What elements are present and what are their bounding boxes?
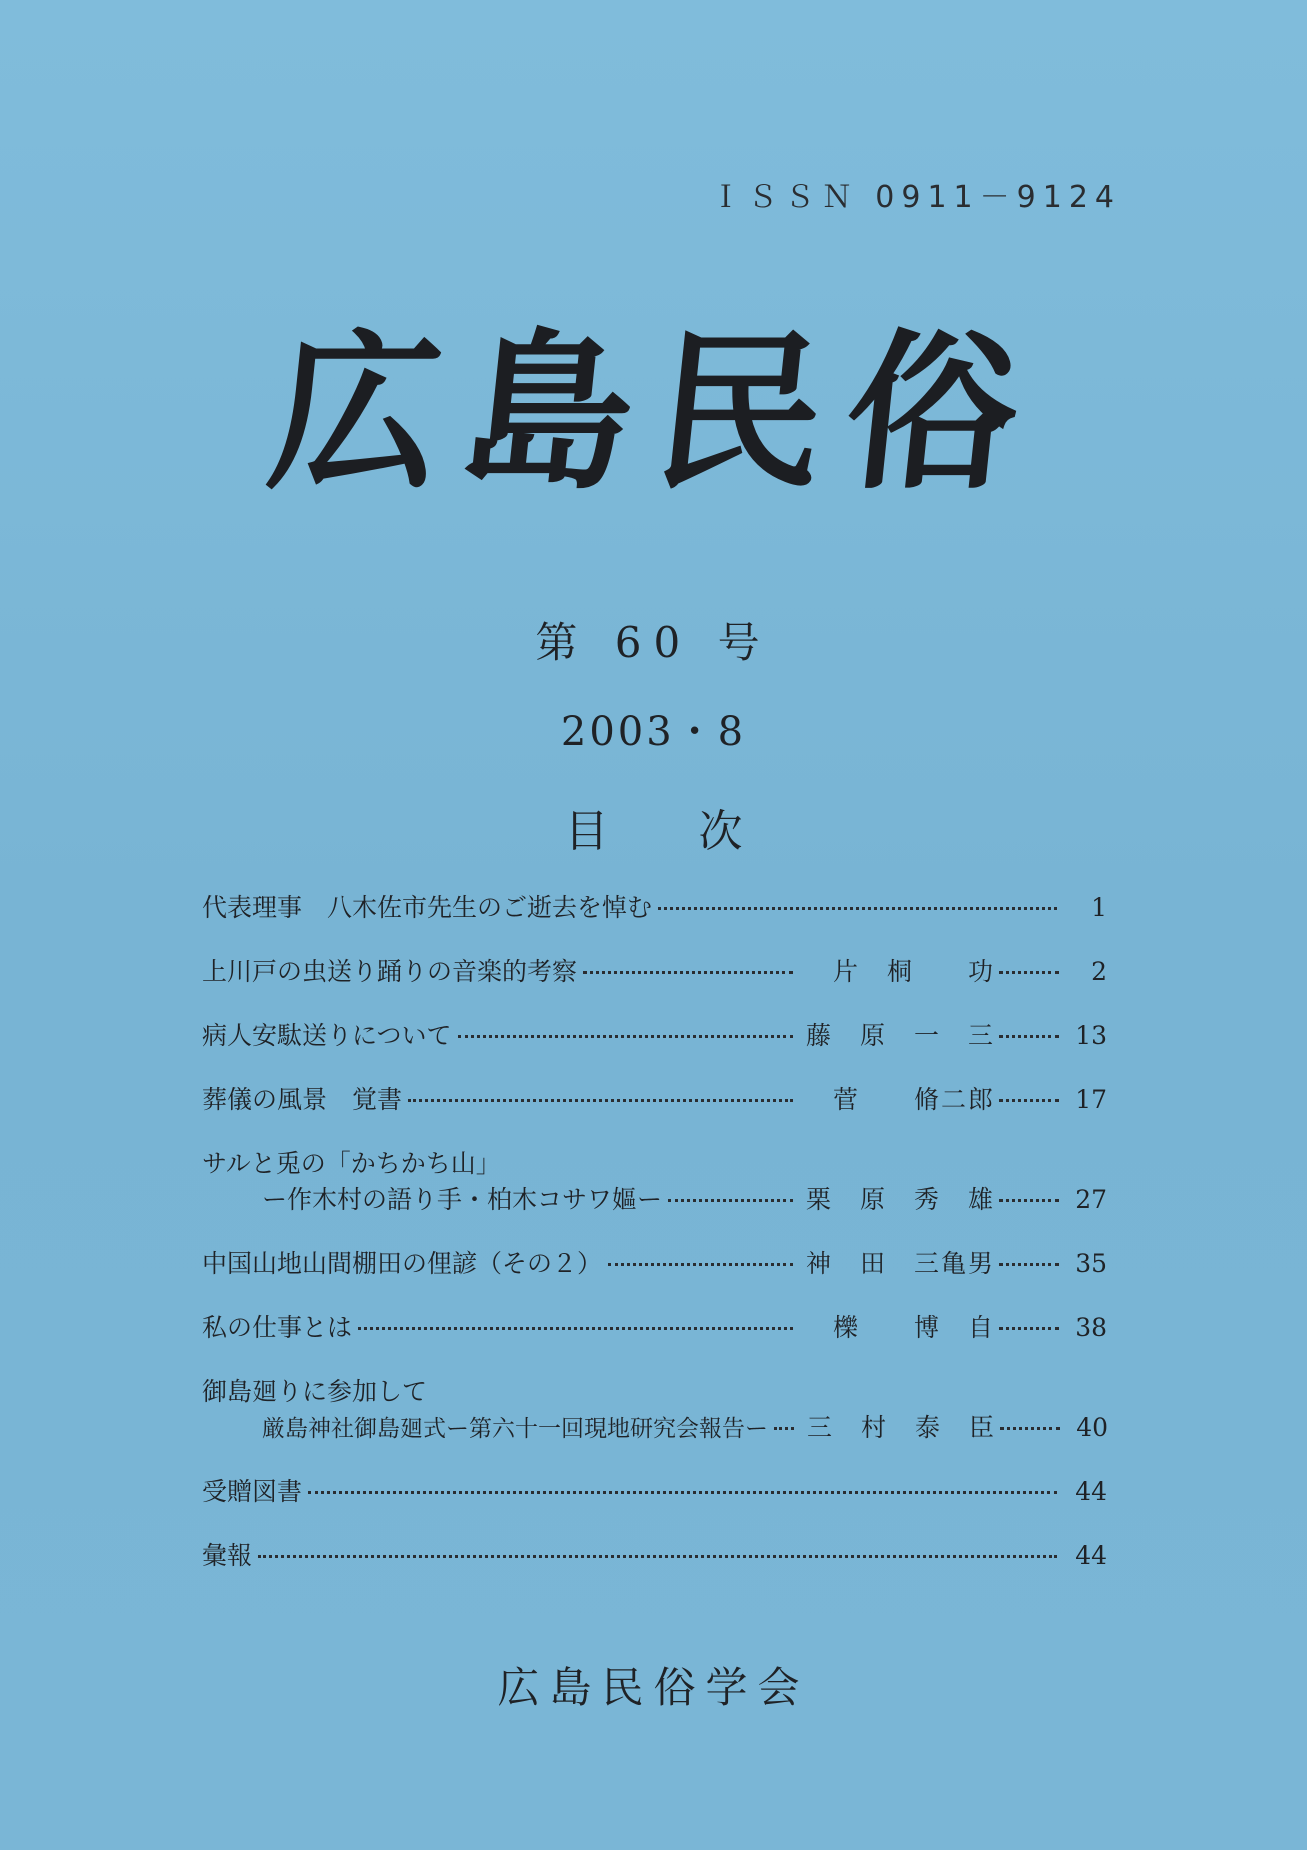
dot-leader bbox=[668, 1199, 793, 1202]
toc-line bbox=[202, 1536, 1107, 1572]
dot-leader bbox=[258, 1555, 1057, 1558]
toc-entry bbox=[202, 1144, 1107, 1216]
toc-entry-title: 病人安駄送りについて bbox=[202, 1021, 452, 1050]
toc-entry bbox=[202, 1244, 1107, 1280]
dot-leader bbox=[458, 1035, 793, 1038]
dot-leader bbox=[583, 971, 793, 974]
dot-leader bbox=[658, 907, 1057, 910]
toc-line bbox=[202, 1180, 1107, 1216]
dot-leader bbox=[999, 971, 1059, 974]
issue-date: 2003・8 bbox=[560, 709, 747, 755]
toc-entry-author: 菅 脩二郎 bbox=[832, 1085, 995, 1114]
publisher-name: 広島民俗学会 bbox=[497, 1663, 810, 1712]
toc-line bbox=[202, 1016, 1107, 1052]
toc-line bbox=[202, 1144, 1107, 1180]
toc-entry bbox=[202, 1472, 1107, 1508]
toc-entry-title: 彙報 bbox=[202, 1541, 253, 1570]
toc-line bbox=[202, 888, 1107, 924]
toc-entry-title: 上川戸の虫送り踊りの音楽的考察 bbox=[202, 957, 578, 986]
toc-entry bbox=[202, 1308, 1107, 1344]
toc-entry-page: 13 bbox=[1075, 1021, 1107, 1050]
toc-entry-author: 栗 原 秀 雄 bbox=[805, 1185, 995, 1214]
dot-leader bbox=[999, 1327, 1059, 1330]
toc-entry bbox=[202, 1536, 1107, 1572]
toc-entry-page: 44 bbox=[1075, 1477, 1107, 1506]
toc-entry-subtitle: ー作木村の語り手・柏木コサワ嫗ー bbox=[262, 1185, 663, 1214]
toc-entry-title: 受贈図書 bbox=[202, 1477, 303, 1506]
toc-entry-title: 葬儀の風景 覚書 bbox=[202, 1085, 403, 1114]
dot-leader bbox=[608, 1263, 793, 1266]
toc-line bbox=[202, 1244, 1107, 1280]
toc-line bbox=[202, 1080, 1107, 1116]
toc-line bbox=[202, 1308, 1107, 1344]
dot-leader bbox=[999, 1199, 1059, 1202]
toc-entry-author: 櫟 博 自 bbox=[832, 1313, 995, 1342]
toc-entry-author: 三 村 泰 臣 bbox=[806, 1413, 996, 1442]
toc-entry bbox=[202, 952, 1107, 988]
toc-entry-title: 私の仕事とは bbox=[202, 1313, 353, 1342]
dot-leader bbox=[999, 1035, 1059, 1038]
journal-title: 広島民俗 bbox=[260, 313, 1050, 513]
toc-entry-title: 御島廻りに参加して bbox=[202, 1377, 428, 1406]
toc-entry-subtitle: 厳島神社御島廻式ー第六十一回現地研究会報告ー bbox=[262, 1416, 768, 1442]
toc-entry-title: 中国山地山間棚田の俚諺（その２） bbox=[202, 1249, 603, 1278]
toc-entry-author: 神 田 三亀男 bbox=[805, 1249, 995, 1278]
toc-entry bbox=[202, 888, 1107, 924]
toc-entry-page: 2 bbox=[1091, 957, 1107, 986]
toc-entry-title: 代表理事 八木佐市先生のご逝去を悼む bbox=[202, 893, 653, 922]
toc-line bbox=[202, 952, 1107, 988]
toc-line bbox=[202, 1472, 1107, 1508]
toc-entry-page: 1 bbox=[1091, 893, 1107, 922]
toc-entry-page: 38 bbox=[1075, 1313, 1107, 1342]
toc-entry-page: 27 bbox=[1075, 1185, 1107, 1214]
dot-leader bbox=[308, 1491, 1057, 1494]
toc-entry bbox=[202, 1372, 1107, 1444]
table-of-contents bbox=[202, 888, 1107, 1600]
toc-line bbox=[202, 1408, 1107, 1444]
toc-entry-page: 35 bbox=[1075, 1249, 1107, 1278]
dot-leader bbox=[408, 1099, 793, 1102]
toc-heading: 目次 bbox=[564, 806, 833, 857]
toc-entry-page: 17 bbox=[1075, 1085, 1107, 1114]
toc-entry-page: 40 bbox=[1076, 1413, 1108, 1442]
dot-leader bbox=[999, 1099, 1059, 1102]
toc-entry-author: 藤 原 一 三 bbox=[805, 1021, 995, 1050]
dot-leader bbox=[358, 1327, 793, 1330]
toc-entry-author: 片 桐 功 bbox=[832, 957, 995, 986]
toc-line bbox=[202, 1372, 1107, 1408]
toc-entry-page: 44 bbox=[1075, 1541, 1107, 1570]
issue-number: 第 60 号 bbox=[535, 618, 772, 667]
dot-leader bbox=[1000, 1427, 1060, 1430]
toc-entry bbox=[202, 1080, 1107, 1116]
dot-leader bbox=[774, 1427, 794, 1430]
toc-entry-title: サルと兎の「かちかち山」 bbox=[202, 1149, 501, 1178]
dot-leader bbox=[999, 1263, 1059, 1266]
toc-entry bbox=[202, 1016, 1107, 1052]
issn-number: ＩＳＳＮ 0911－9124 bbox=[710, 180, 1121, 215]
